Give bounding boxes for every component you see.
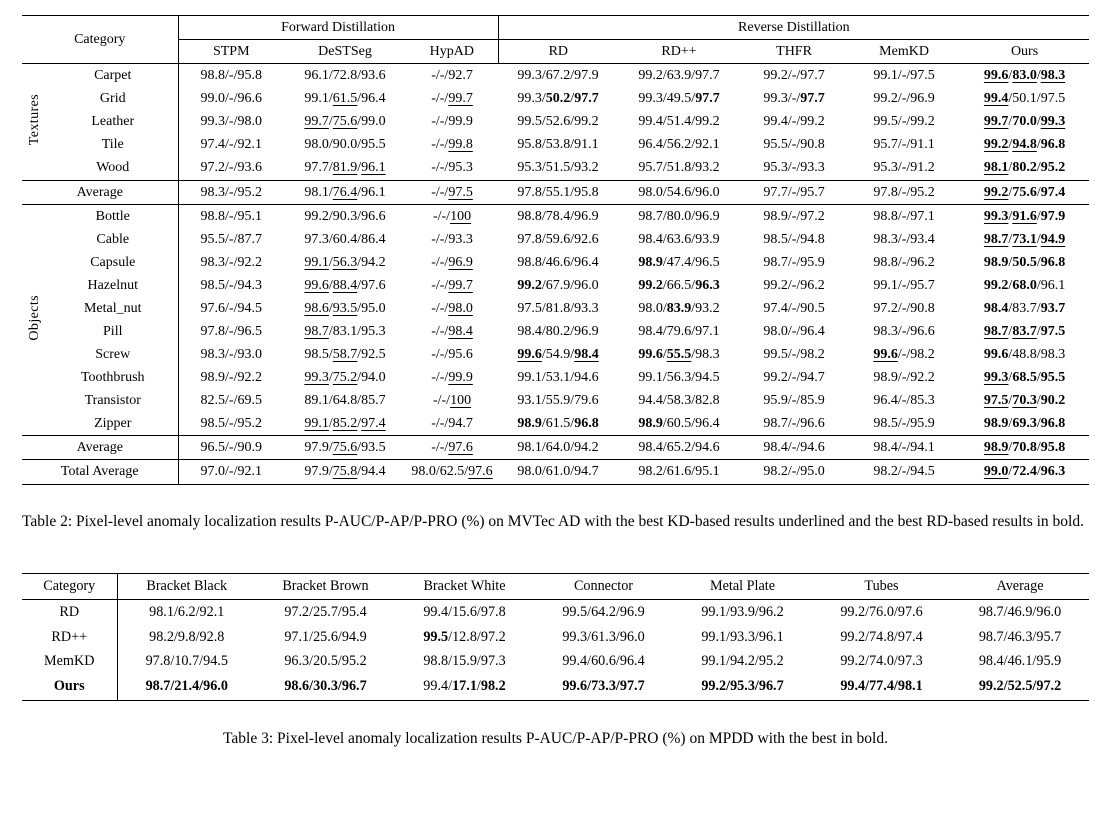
- result-cell: 99.2/52.5/97.2: [978, 678, 1062, 695]
- result-cell: 99.3/91.6/97.9: [960, 204, 1089, 228]
- method-cell-rd: RD: [22, 599, 117, 624]
- result-cell: 98.1/80.2/95.2: [983, 160, 1066, 176]
- total-average-label-cell: Total Average: [22, 460, 178, 484]
- result-cell: 99.2/74.0/97.3: [840, 653, 923, 670]
- result-cell: 99.2/76.0/97.6: [840, 603, 923, 620]
- table2-column-header-4-rd: RD++: [661, 44, 697, 60]
- category-cell-screw: Screw: [48, 343, 178, 366]
- result-cell: 98.0/-/96.4: [763, 324, 825, 340]
- result-cell: 99.4/51.4/99.2: [638, 114, 720, 130]
- table2-row-pill: [22, 320, 1089, 343]
- result-cell: 99.3/-/98.0: [200, 114, 262, 130]
- result-cell: 97.8/55.1/95.8: [498, 180, 618, 204]
- table2-column-header-1-destseg: DeSTSeg: [318, 44, 372, 60]
- result-cell: 98.6/93.5/95.0: [304, 300, 386, 316]
- table2-column-header-3-rd: RD: [548, 44, 569, 60]
- result-cell: 99.1/56.3/94.2: [304, 254, 386, 270]
- result-cell: 98.0/62.5/97.6: [406, 460, 498, 484]
- result-cell: 98.8/-/95.1: [178, 204, 284, 228]
- result-cell: 97.2/-/93.6: [200, 160, 262, 176]
- table3-column-header-7-average: Average: [996, 577, 1044, 594]
- result-cell: 99.7/75.6/99.0: [304, 114, 386, 130]
- result-cell: 99.2/90.3/96.6: [284, 204, 406, 228]
- result-cell: 99.2/-/96.2: [763, 277, 825, 293]
- method-cell-ours: Ours: [22, 675, 117, 700]
- result-cell: -/-/95.3: [431, 160, 473, 176]
- result-cell: 98.9/47.4/96.5: [638, 254, 720, 270]
- result-cell: 98.4/80.2/96.9: [517, 324, 599, 340]
- result-cell: 94.4/58.3/82.8: [638, 393, 720, 409]
- result-cell: 96.5/-/90.9: [178, 436, 284, 460]
- table3-column-header-6-tubes: Tubes: [864, 577, 899, 594]
- result-cell: 98.8/-/96.2: [873, 254, 935, 270]
- result-cell: 98.7/46.3/95.7: [978, 628, 1062, 645]
- result-cell: 99.1/-/97.5: [873, 68, 935, 84]
- table3-mpdd-results: [22, 573, 1089, 701]
- result-cell: 95.3/-/91.2: [873, 160, 935, 176]
- result-cell: 99.3/67.2/97.9: [517, 68, 599, 84]
- result-cell: 97.9/75.8/94.4: [284, 460, 406, 484]
- result-cell: 97.7/81.9/96.1: [304, 160, 386, 176]
- result-cell: 98.4/-/94.1: [848, 436, 960, 460]
- result-cell: 98.4/79.6/97.1: [638, 324, 720, 340]
- table2-row-hazelnut: [22, 274, 1089, 297]
- result-cell: 97.2/25.7/95.4: [284, 603, 367, 620]
- result-cell: 98.2/-/95.0: [740, 460, 848, 484]
- category-cell-cable: Cable: [48, 228, 178, 251]
- result-cell: 98.8/-/95.8: [200, 68, 262, 84]
- result-cell: 98.8/15.9/97.3: [423, 653, 506, 670]
- result-cell: 95.3/-/93.3: [763, 160, 825, 176]
- table2-column-header-7-ours: Ours: [1010, 44, 1039, 60]
- group-label-textures: Textures: [27, 93, 43, 145]
- result-cell: -/-/100: [432, 393, 472, 409]
- result-cell: 98.7/83.7/97.5: [983, 324, 1066, 340]
- result-cell: 98.9/60.5/96.4: [638, 416, 720, 432]
- result-cell: 99.2/-/94.7: [763, 370, 825, 386]
- result-cell: 98.3/-/92.2: [200, 254, 262, 270]
- result-cell: 98.7/80.0/96.9: [618, 204, 740, 228]
- result-cell: 98.0/54.6/96.0: [618, 180, 740, 204]
- table3-column-header-1-bracket-black: Bracket Black: [146, 577, 228, 594]
- table2-column-header-0-stpm: STPM: [212, 44, 250, 60]
- result-cell: 99.4/60.6/96.4: [562, 653, 645, 670]
- result-cell: 99.1/-/95.7: [873, 277, 935, 293]
- result-cell: 97.8/-/96.5: [200, 324, 262, 340]
- result-cell: 99.3/49.5/97.7: [638, 91, 720, 107]
- result-cell: 98.9/-/92.2: [873, 370, 935, 386]
- result-cell: -/-/96.9: [431, 254, 473, 270]
- result-cell: 98.4/63.6/93.9: [638, 231, 720, 247]
- result-cell: 98.8/46.6/96.4: [517, 254, 599, 270]
- result-cell: 97.4/-/90.5: [763, 300, 825, 316]
- result-cell: 98.9/50.5/96.8: [983, 254, 1066, 270]
- result-cell: 97.6/-/94.5: [200, 300, 262, 316]
- result-cell: 98.5/-/95.2: [200, 416, 262, 432]
- result-cell: -/-/99.7: [431, 277, 473, 293]
- result-cell: 98.6/30.3/96.7: [284, 678, 367, 695]
- table2-row-bottle: [22, 204, 1089, 228]
- result-cell: 98.7/46.9/96.0: [978, 603, 1062, 620]
- table2-row-wood: [22, 156, 1089, 180]
- table2-row-screw: [22, 343, 1089, 366]
- result-cell: 99.4/77.4/98.1: [840, 678, 923, 695]
- result-cell: 98.0/90.0/95.5: [304, 137, 386, 153]
- result-cell: 98.1/6.2/92.1: [149, 603, 225, 620]
- table3-column-header-2-bracket-brown: Bracket Brown: [282, 577, 369, 594]
- result-cell: 99.4/-/99.2: [763, 114, 825, 130]
- table2-average-row-textures: [22, 180, 1089, 204]
- result-cell: 99.2/74.8/97.4: [840, 628, 923, 645]
- table2-row-toothbrush: [22, 366, 1089, 389]
- result-cell: 98.0/61.0/94.7: [498, 460, 618, 484]
- result-cell: -/-/99.9: [431, 370, 473, 386]
- result-cell: 99.1/56.3/94.5: [638, 370, 720, 386]
- result-cell: 99.3/50.2/97.7: [517, 91, 599, 107]
- result-cell: 99.5/12.8/97.2: [423, 628, 506, 645]
- result-cell: 99.1/93.3/96.1: [701, 628, 784, 645]
- table2-row-carpet: [22, 64, 1089, 88]
- table2-row-grid: [22, 87, 1089, 110]
- result-cell: 99.1/53.1/94.6: [517, 370, 599, 386]
- method-cell-rd: RD++: [22, 625, 117, 650]
- table3-caption: Table 3: Pixel-level anomaly localization results P-AUC/P-AP/P-PRO (%) on MPDD with the best in bold.: [223, 729, 888, 747]
- result-cell: 98.4/65.2/94.6: [618, 436, 740, 460]
- result-cell: 98.8/-/97.1: [848, 204, 960, 228]
- result-cell: 99.6/48.8/98.3: [983, 347, 1066, 363]
- result-cell: 98.3/-/93.0: [200, 347, 262, 363]
- table2-total-average-row: [22, 460, 1089, 484]
- category-cell-transistor: Transistor: [48, 389, 178, 412]
- category-cell-carpet: Carpet: [48, 64, 178, 88]
- table3-row-ours: [22, 675, 1089, 700]
- result-cell: 98.2/61.6/95.1: [618, 460, 740, 484]
- result-cell: 98.7/21.4/96.0: [145, 678, 228, 695]
- result-cell: 98.9/-/97.2: [740, 204, 848, 228]
- result-cell: 97.8/59.6/92.6: [517, 231, 599, 247]
- result-cell: 98.9/-/92.2: [200, 370, 262, 386]
- result-cell: 99.2/68.0/96.1: [983, 277, 1066, 293]
- result-cell: 98.2/9.8/92.8: [149, 628, 225, 645]
- table3-column-header-3-bracket-white: Bracket White: [423, 577, 506, 594]
- result-cell: 97.2/-/90.8: [873, 300, 935, 316]
- category-cell-capsule: Capsule: [48, 251, 178, 274]
- table2-header-forward-distillation: Forward Distillation: [178, 16, 498, 40]
- group-label-cell: [22, 64, 48, 180]
- table2-row-zipper: [22, 412, 1089, 436]
- result-cell: 98.5/-/94.3: [200, 277, 262, 293]
- table2-row-transistor: [22, 389, 1089, 412]
- result-cell: 95.5/-/90.8: [763, 137, 825, 153]
- result-cell: 98.7/83.1/95.3: [304, 324, 386, 340]
- table2-mvtec-results: [22, 15, 1089, 485]
- result-cell: 99.1/61.5/96.4: [304, 91, 386, 107]
- category-cell-leather: Leather: [48, 110, 178, 133]
- table3-column-header-0-category: Category: [22, 574, 117, 600]
- table3-column-header-4-connector: Connector: [573, 577, 634, 594]
- result-cell: 99.2/75.6/97.4: [960, 180, 1089, 204]
- result-cell: 98.9/61.5/96.8: [517, 416, 599, 432]
- table2-row-cable: [22, 228, 1089, 251]
- result-cell: 98.3/-/96.6: [873, 324, 935, 340]
- result-cell: 99.4/50.1/97.5: [983, 91, 1066, 107]
- result-cell: 99.5/52.6/99.2: [517, 114, 599, 130]
- result-cell: -/-/95.6: [431, 347, 473, 363]
- result-cell: 99.4/15.6/97.8: [423, 603, 506, 620]
- table2-header-category: Category: [22, 16, 178, 64]
- table2-column-header-6-memkd: MemKD: [879, 44, 929, 60]
- result-cell: 98.8/78.4/96.9: [498, 204, 618, 228]
- table2-method-header-row: [22, 40, 1089, 64]
- table2-caption: Table 2: Pixel-level anomaly localization results P-AUC/P-AP/P-PRO (%) on MVTec AD with the best KD-based results underlined and the best RD-based results in bold.: [22, 512, 1084, 530]
- result-cell: 98.4/46.1/95.9: [978, 653, 1062, 670]
- table2-average-row-objects: [22, 436, 1089, 460]
- table2-column-header-5-thfr: THFR: [776, 44, 812, 60]
- result-cell: 97.4/-/92.1: [200, 137, 262, 153]
- group-label-cell: [22, 204, 48, 436]
- result-cell: -/-/100: [406, 204, 498, 228]
- result-cell: 99.2/-/96.9: [873, 91, 935, 107]
- result-cell: 98.3/-/95.2: [178, 180, 284, 204]
- result-cell: 98.1/76.4/96.1: [284, 180, 406, 204]
- result-cell: 99.0/-/96.6: [200, 91, 262, 107]
- result-cell: 82.5/-/69.5: [200, 393, 262, 409]
- result-cell: -/-/97.6: [406, 436, 498, 460]
- table2-group-header-row: [22, 16, 1089, 40]
- result-cell: 99.4/17.1/98.2: [423, 678, 506, 695]
- result-cell: -/-/98.4: [431, 324, 473, 340]
- result-cell: 98.3/-/93.4: [873, 231, 935, 247]
- result-cell: 97.8/-/95.2: [848, 180, 960, 204]
- result-cell: 99.6/55.5/98.3: [638, 347, 720, 363]
- result-cell: 99.0/72.4/96.3: [960, 460, 1089, 484]
- category-cell-metal-nut: Metal_nut: [48, 297, 178, 320]
- result-cell: 99.5/-/99.2: [873, 114, 935, 130]
- result-cell: 89.1/64.8/85.7: [304, 393, 386, 409]
- result-cell: 97.7/-/95.7: [740, 180, 848, 204]
- result-cell: -/-/99.8: [431, 137, 473, 153]
- result-cell: 97.3/60.4/86.4: [304, 231, 386, 247]
- result-cell: 99.3/61.3/96.0: [562, 628, 645, 645]
- category-cell-bottle: Bottle: [48, 204, 178, 228]
- table2-column-header-2-hypad: HypAD: [406, 40, 498, 64]
- category-cell-toothbrush: Toothbrush: [48, 366, 178, 389]
- method-cell-memkd: MemKD: [22, 650, 117, 675]
- table3-row-rd: [22, 599, 1089, 624]
- result-cell: 99.2/-/97.7: [763, 68, 825, 84]
- result-cell: 97.5/70.3/90.2: [983, 393, 1066, 409]
- result-cell: 98.7/-/95.9: [763, 254, 825, 270]
- result-cell: 96.1/72.8/93.6: [304, 68, 386, 84]
- table2-header-reverse-distillation: Reverse Distillation: [498, 16, 1089, 40]
- table2-row-tile: [22, 133, 1089, 156]
- category-cell-zipper: Zipper: [48, 412, 178, 436]
- result-cell: 97.0/-/92.1: [178, 460, 284, 484]
- result-cell: 96.4/-/85.3: [873, 393, 935, 409]
- category-cell-grid: Grid: [48, 87, 178, 110]
- table2-row-capsule: [22, 251, 1089, 274]
- result-cell: 99.1/85.2/97.4: [304, 416, 386, 432]
- result-cell: 99.6/83.0/98.3: [983, 68, 1066, 84]
- result-cell: 95.7/51.8/93.2: [638, 160, 720, 176]
- result-cell: 95.9/-/85.9: [763, 393, 825, 409]
- table2-row-metal-nut: [22, 297, 1089, 320]
- category-cell-pill: Pill: [48, 320, 178, 343]
- result-cell: 95.7/-/91.1: [873, 137, 935, 153]
- average-label-cell: Average: [22, 180, 178, 204]
- result-cell: 98.2/-/94.5: [848, 460, 960, 484]
- result-cell: 98.5/58.7/92.5: [304, 347, 386, 363]
- result-cell: 98.9/70.8/95.8: [960, 436, 1089, 460]
- result-cell: -/-/99.7: [431, 91, 473, 107]
- result-cell: 98.5/-/94.8: [763, 231, 825, 247]
- result-cell: -/-/94.7: [431, 416, 473, 432]
- result-cell: 97.8/10.7/94.5: [145, 653, 228, 670]
- result-cell: 95.8/53.8/91.1: [517, 137, 599, 153]
- result-cell: 99.6/54.9/98.4: [517, 347, 599, 363]
- result-cell: 95.5/-/87.7: [200, 231, 262, 247]
- result-cell: 97.9/75.6/93.5: [284, 436, 406, 460]
- result-cell: 98.4/-/94.6: [740, 436, 848, 460]
- result-cell: 97.5/81.8/93.3: [517, 300, 599, 316]
- result-cell: 99.5/64.2/96.9: [562, 603, 645, 620]
- result-cell: 99.2/66.5/96.3: [638, 277, 720, 293]
- result-cell: 99.6/73.3/97.7: [562, 678, 645, 695]
- group-label-objects: Objects: [27, 294, 43, 341]
- result-cell: 99.2/94.8/96.8: [983, 137, 1066, 153]
- result-cell: 96.4/56.2/92.1: [638, 137, 720, 153]
- table3-row-memkd: [22, 650, 1089, 675]
- result-cell: 98.7/73.1/94.9: [983, 231, 1066, 247]
- result-cell: 99.3/68.5/95.5: [983, 370, 1066, 386]
- result-cell: -/-/97.5: [406, 180, 498, 204]
- result-cell: 98.5/-/95.9: [873, 416, 935, 432]
- average-label-cell: Average: [22, 436, 178, 460]
- result-cell: 99.2/95.3/96.7: [701, 678, 784, 695]
- result-cell: 95.3/51.5/93.2: [517, 160, 599, 176]
- result-cell: 99.6/88.4/97.6: [304, 277, 386, 293]
- result-cell: 99.3/-/97.7: [763, 91, 825, 107]
- table3-header-row: [22, 574, 1089, 600]
- result-cell: 96.3/20.5/95.2: [284, 653, 367, 670]
- result-cell: 99.1/93.9/96.2: [701, 603, 784, 620]
- category-cell-tile: Tile: [48, 133, 178, 156]
- result-cell: -/-/99.9: [431, 114, 473, 130]
- result-cell: 98.1/64.0/94.2: [498, 436, 618, 460]
- result-cell: -/-/92.7: [431, 68, 473, 84]
- result-cell: -/-/98.0: [431, 300, 473, 316]
- result-cell: 99.6/-/98.2: [873, 347, 935, 363]
- table3-row-rd: [22, 625, 1089, 650]
- category-cell-wood: Wood: [48, 156, 178, 180]
- result-cell: 99.1/94.2/95.2: [701, 653, 784, 670]
- result-cell: 98.0/83.9/93.2: [638, 300, 720, 316]
- result-cell: -/-/93.3: [431, 231, 473, 247]
- result-cell: 99.5/-/98.2: [763, 347, 825, 363]
- result-cell: 99.3/75.2/94.0: [304, 370, 386, 386]
- result-cell: 93.1/55.9/79.6: [517, 393, 599, 409]
- table2-row-leather: [22, 110, 1089, 133]
- table3-column-header-5-metal-plate: Metal Plate: [709, 577, 775, 594]
- result-cell: 98.7/-/96.6: [763, 416, 825, 432]
- result-cell: 98.4/83.7/93.7: [983, 300, 1066, 316]
- result-cell: 97.1/25.6/94.9: [284, 628, 367, 645]
- result-cell: 98.9/69.3/96.8: [983, 416, 1066, 432]
- result-cell: 99.2/67.9/96.0: [517, 277, 599, 293]
- result-cell: 99.2/63.9/97.7: [638, 68, 720, 84]
- category-cell-hazelnut: Hazelnut: [48, 274, 178, 297]
- result-cell: 99.7/70.0/99.3: [983, 114, 1066, 130]
